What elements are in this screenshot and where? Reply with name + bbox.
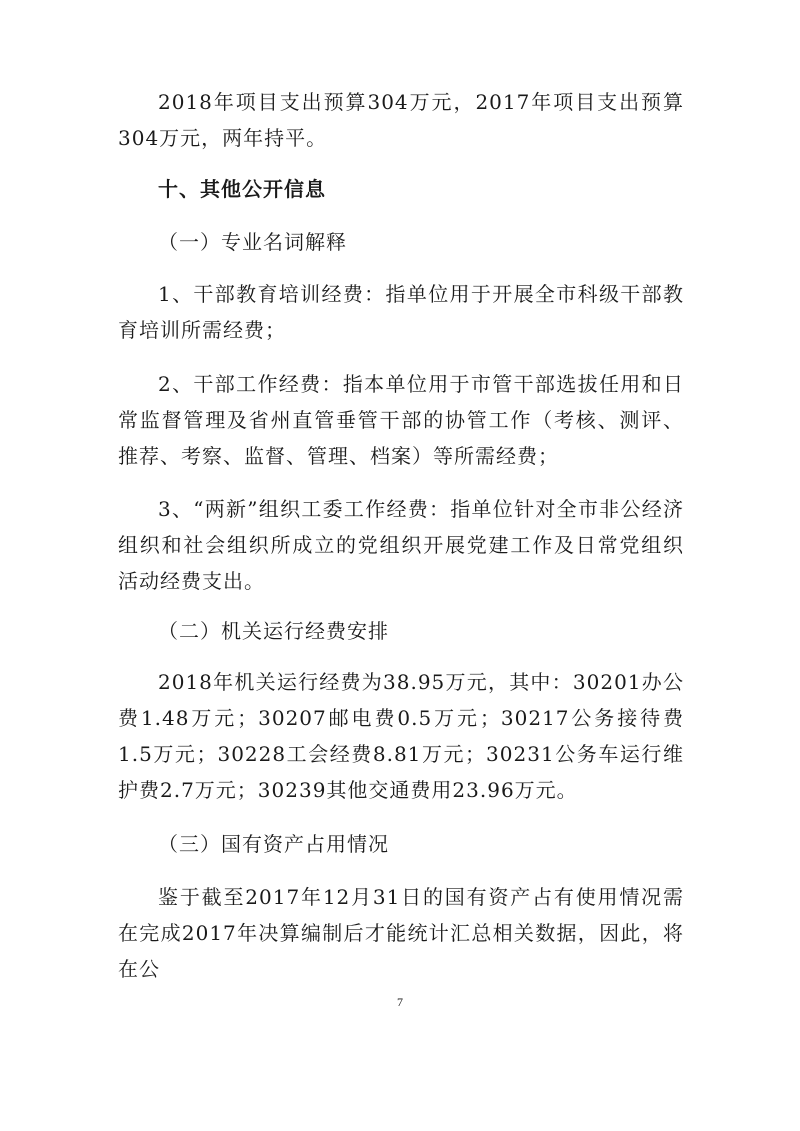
paragraph-assets: 鉴于截至2017年12月31日的国有资产占有使用情况需在完成2017年决算编制后才能统计汇总相关数据，因此，将在公 — [118, 885, 684, 981]
paragraph-term-cadre-work: 2、干部工作经费：指本单位用于市管干部选拔任用和日常监督管理及省州直管垂管干部的协管工作（考核、测评、推荐、考察、监督、管理、档案）等所需经费； — [118, 372, 684, 468]
paragraph-term-two-new: 3、“两新”组织工委工作经费：指单位针对全市非公经济组织和社会组织所成立的党组织开展党建工作及日常党组织活动经费支出。 — [118, 497, 684, 593]
paragraph-term-training: 1、干部教育培训经费：指单位用于开展全市科级干部教育培训所需经费； — [118, 282, 684, 342]
paragraph-project-budget: 2018年项目支出预算304万元，2017年项目支出预算304万元，两年持平。 — [118, 90, 684, 150]
subsection-heading-terms: （一）专业名词解释 — [158, 230, 347, 254]
subsection-heading-operation: （二）机关运行经费安排 — [158, 619, 389, 643]
section-heading-other-info: 十、其他公开信息 — [158, 177, 326, 201]
page-number: 7 — [397, 995, 403, 1009]
paragraph-operation-costs: 2018年机关运行经费为38.95万元，其中：30201办公费1.48万元；30207邮电费0.5万元；30217公务接待费1.5万元；30228工会经费8.81万元；30231公务车运行维护费2.7万元；30239其他交通费用23.96万元。 — [118, 670, 684, 802]
subsection-heading-assets: （三）国有资产占用情况 — [158, 832, 389, 856]
